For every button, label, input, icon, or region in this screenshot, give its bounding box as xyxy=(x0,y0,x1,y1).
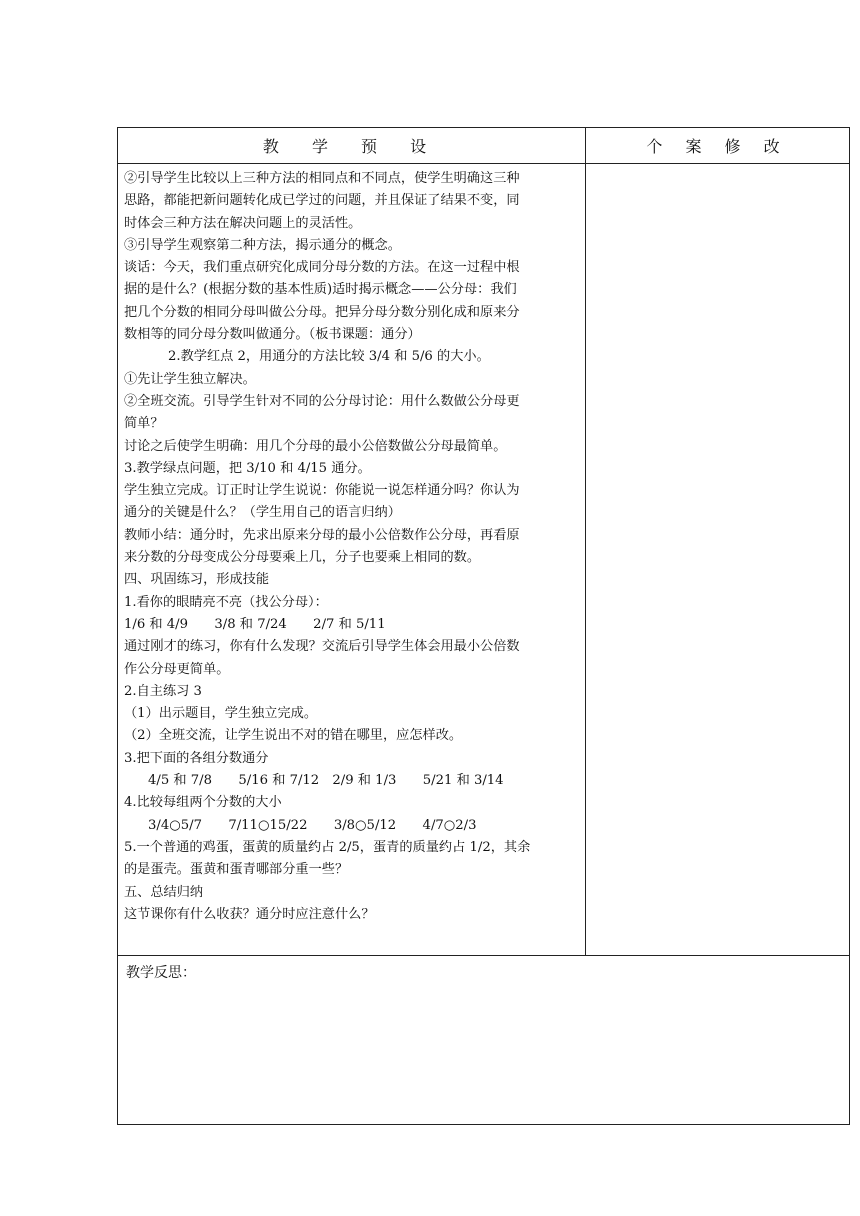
text-line: 教师小结：通分时，先求出原来分母的最小公倍数作公分母，再看原 xyxy=(124,527,520,543)
text-line: ②全班交流。引导学生针对不同的公分母讨论：用什么数做公分母更 xyxy=(124,393,520,409)
text-line: 4.比较每组两个分数的大小 xyxy=(124,795,282,811)
text-line: 思路，都能把新问题转化成已学过的问题，并且保证了结果不变，同 xyxy=(124,193,520,209)
text-line: 时体会三种方法在解决问题上的灵活性。 xyxy=(124,215,362,231)
content-row xyxy=(118,164,850,956)
header-teaching-plan: 教 学 预 设 xyxy=(118,128,586,164)
text-line: 谈话：今天，我们重点研究化成同分母分数的方法。在这一过程中根 xyxy=(124,260,520,276)
fraction-exercise: 1/6 和 4/9 3/8 和 7/24 2/7 和 5/11 xyxy=(124,616,386,632)
text-line: 讨论之后使学生明确：用几个分母的最小公倍数做公分母最简单。 xyxy=(124,438,507,454)
fraction-exercise: 3/4○5/7 7/11○15/22 3/8○5/12 4/7○2/3 xyxy=(148,817,477,833)
text-line: 把几个分数的相同分母叫做公分母。把异分母分数分别化成和原来分 xyxy=(124,304,520,320)
section-heading: 四、巩固练习，形成技能 xyxy=(124,572,270,588)
text-line: （1）出示题目，学生独立完成。 xyxy=(124,706,318,722)
header-case-revision: 个 案 修 改 xyxy=(586,128,850,164)
text-line: 简单？ xyxy=(124,416,164,432)
text-line: 这节课你有什么收获？通分时应注意什么？ xyxy=(124,906,375,922)
case-revision-content xyxy=(586,164,850,956)
text-line: ①先让学生独立解决。 xyxy=(124,371,256,387)
text-line: 数相等的同分母分数叫做通分。（板书课题：通分） xyxy=(124,327,421,343)
teaching-reflection-label: 教学反思： xyxy=(126,965,196,981)
text-line: 5.一个普通的鸡蛋，蛋黄的质量约占 2/5，蛋青的质量约占 1/2，其余 xyxy=(124,839,531,855)
teaching-reflection-cell xyxy=(118,956,850,1125)
teaching-plan-content xyxy=(118,164,586,956)
header-row xyxy=(118,128,850,164)
text-line: 据的是什么？(根据分数的基本性质)适时揭示概念——公分母：我们 xyxy=(124,282,517,298)
reflection-row xyxy=(118,956,850,1125)
text-line: ③引导学生观察第二种方法，揭示通分的概念。 xyxy=(124,237,401,253)
text-line: 3.教学绿点问题，把 3/10 和 4/15 通分。 xyxy=(124,460,371,476)
text-line: 来分数的分母变成公分母要乘上几，分子也要乘上相同的数。 xyxy=(124,550,481,566)
text-line: 通分的关键是什么？（学生用自己的语言归纳） xyxy=(124,505,401,521)
lesson-plan-table xyxy=(117,127,850,1125)
text-line: 的是蛋壳。蛋黄和蛋青哪部分重一些？ xyxy=(124,862,349,878)
text-line: 作公分母更简单。 xyxy=(124,661,230,677)
text-line: 2.自主练习 3 xyxy=(124,683,202,699)
text-line: 1.看你的眼睛亮不亮（找公分母）： xyxy=(124,594,328,610)
text-line: （2）全班交流，让学生说出不对的错在哪里，应怎样改。 xyxy=(124,728,463,744)
text-line: ②引导学生比较以上三种方法的相同点和不同点，使学生明确这三种 xyxy=(124,171,520,186)
text-line: 2.教学红点 2，用通分的方法比较 3/4 和 5/6 的大小。 xyxy=(168,349,490,365)
fraction-exercise: 4/5 和 7/8 5/16 和 7/12 2/9 和 1/3 5/21 和 3/14 xyxy=(148,773,504,789)
text-line: 学生独立完成。订正时让学生说说：你能说一说怎样通分吗？你认为 xyxy=(124,483,520,499)
text-line: 通过刚才的练习，你有什么发现？交流后引导学生体会用最小公倍数 xyxy=(124,639,520,655)
section-heading: 五、总结归纳 xyxy=(124,884,204,900)
text-line: 3.把下面的各组分数通分 xyxy=(124,750,269,766)
